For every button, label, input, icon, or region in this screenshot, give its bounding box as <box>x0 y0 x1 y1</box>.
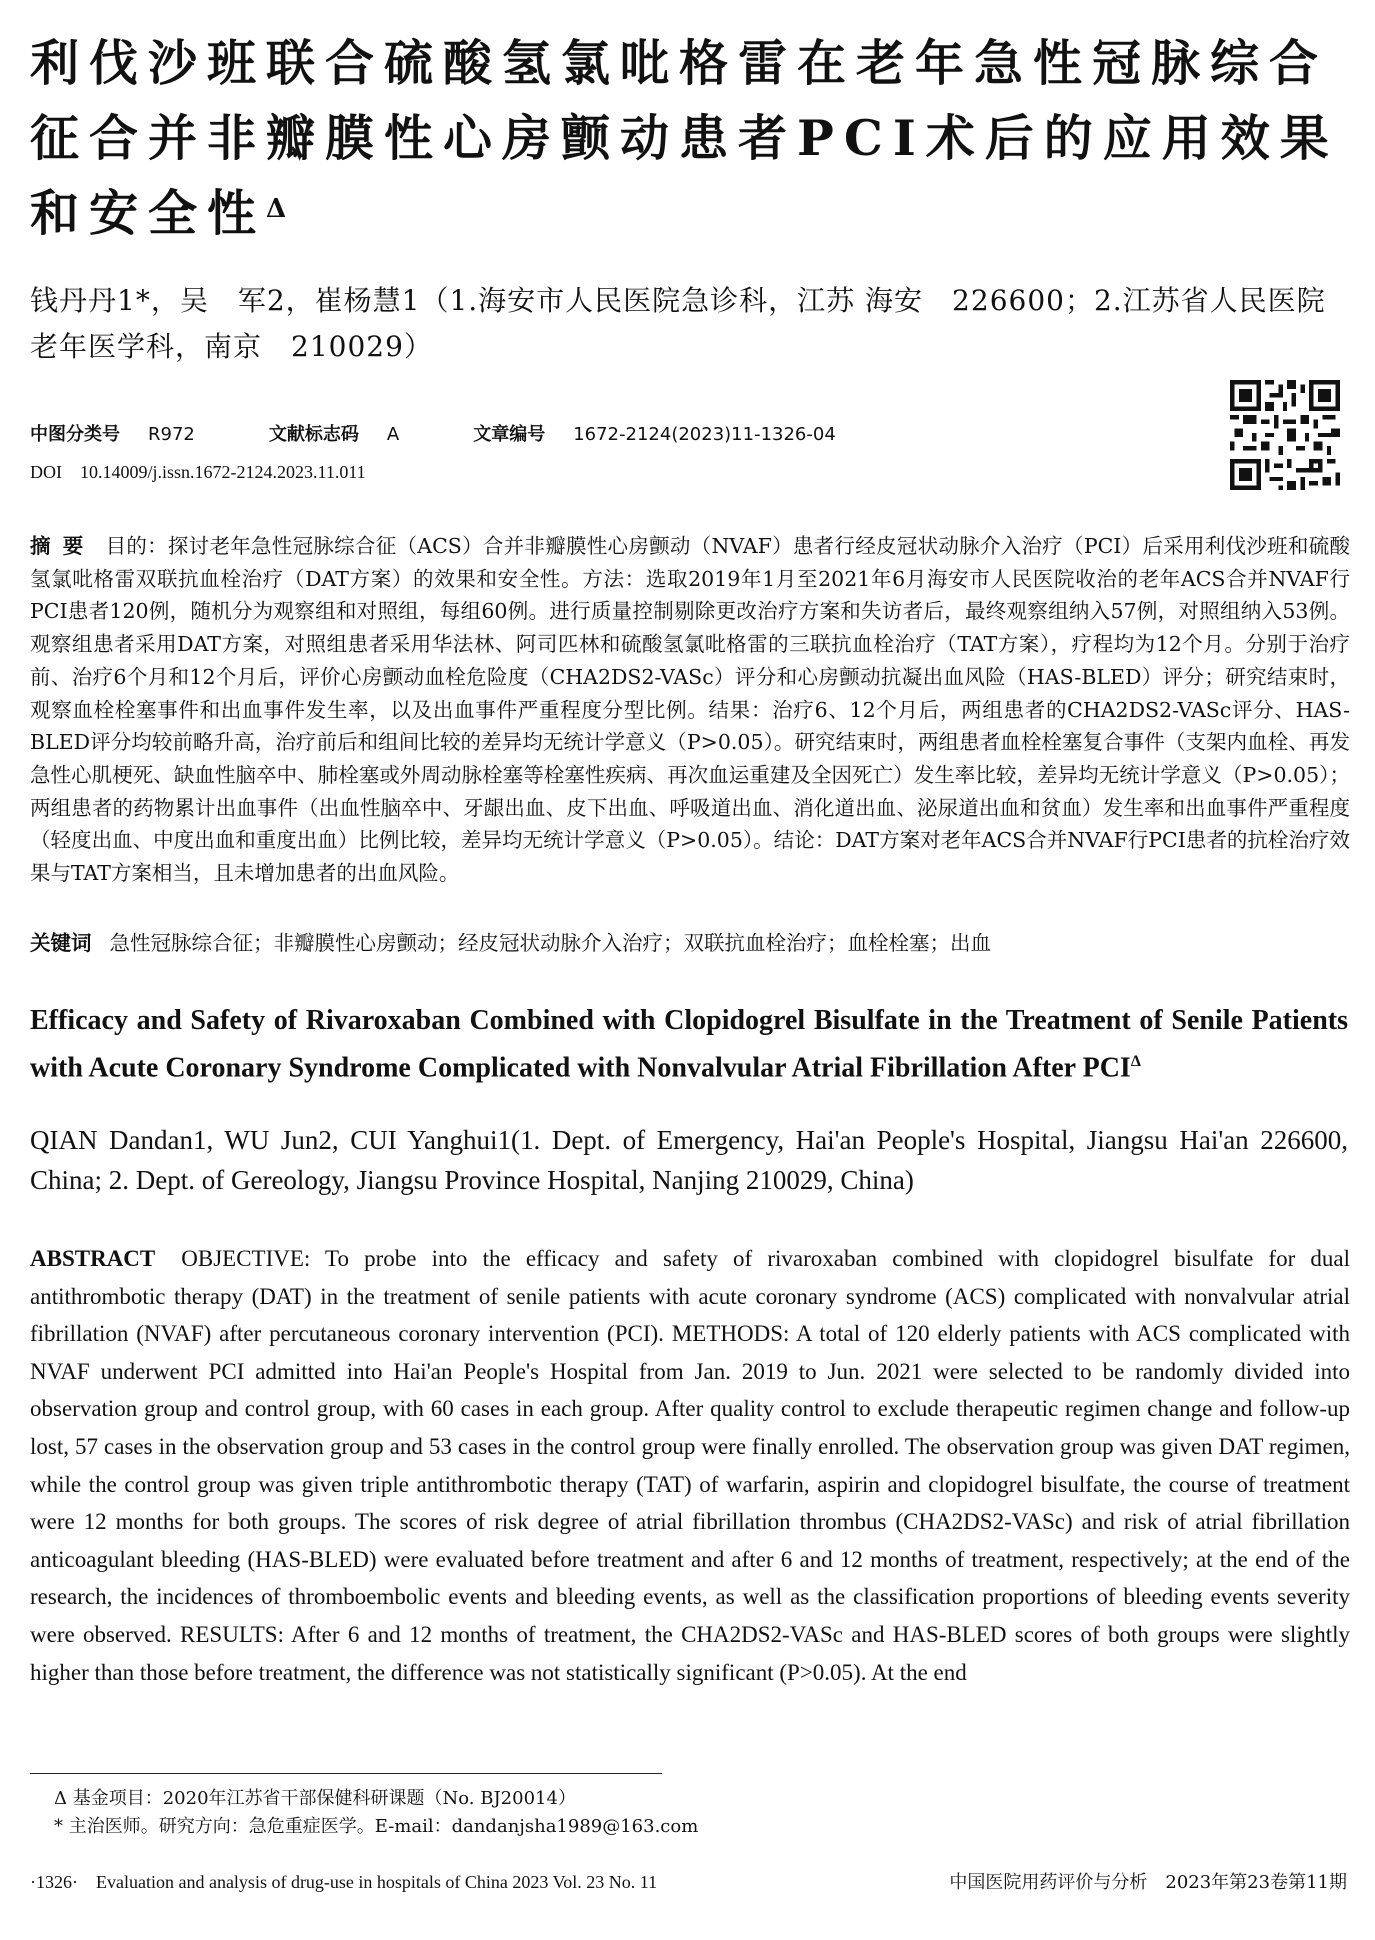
corresponding-footnote: * 主治医师。研究方向：急危重症医学。E-mail：dandanjsha1989@163.com <box>54 1816 699 1837</box>
abstract-text: 目的：探讨老年急性冠脉综合征（ACS）合并非瓣膜性心房颤动（NVAF）患者行经皮冠状动脉介入治疗（PCI）后采用利伐沙班和硫酸氢氯吡格雷双联抗血栓治疗（DAT方案）的效果和安全性。方法：选取2019年1月至2021年6月海安市人民医院收治的老年ACS合并NVAF行PCI患者120例，随机分为观察组和对照组，每组60例。进行质量控制剔除更改治疗方案和失访者后，最终观察组纳入57例，对照组纳入53例。观察组患者采用DAT方案，对照组患者采用华法林、阿司匹林和硫酸氢氯吡格雷的三联抗血栓治疗（TAT方案），疗程均为12个月。分别于治疗前、治疗6个月和12个月后，评价心房颤动血栓危险度（CHA2DS2-VASc）评分和心房颤动抗凝出血风险（HAS-BLED）评分；研究结束时，观察血栓栓塞事件和出血事件发生率，以及出血事件严重程度分型比例。结果：治疗6、12个月后，两组患者的CHA2DS2-VASc评分、HAS-BLED评分均较前略升高，治疗前后和组间比较的差异均无统计学意义（P>0.05）。研究结束时，两组患者血栓栓塞复合事件（支架内血栓、再发急性心肌梗死、缺血性脑卒中、肺栓塞或外周动脉栓塞等栓塞性疾病、再次血运重建及全因死亡）发生率比较，差异均无统计学意义（P>0.05）；两组患者的药物累计出血事件（出血性脑卒中、牙龈出血、皮下出血、呼吸道出血、消化道出血、泌尿道出血和贫血）发生率和出血事件严重程度（轻度出血、中度出血和重度出血）比例比较，差异均无统计学意义（P>0.05）。结论：DAT方案对老年ACS合并NVAF行PCI患者的抗栓治疗效果与TAT方案相当，且未增加患者的出血风险。 <box>30 534 1350 886</box>
article-number-value: 1672-2124(2023)11-1326-04 <box>573 424 836 445</box>
article-number-label: 文章编号 <box>473 424 546 445</box>
abstract-label: 摘要 <box>30 534 96 558</box>
footnote-divider <box>30 1773 662 1774</box>
doc-code-value: A <box>386 424 400 445</box>
abstract-en-text: OBJECTIVE: To probe into the efficacy and safety of rivaroxaban combined with clopidogrel bisulfate for dual antithrombotic therapy (DAT) in the treatment of senile patients with acute coronary syndrome (ACS) complicated with nonvalvular atrial fibrillation (NVAF) after percutaneous coronary intervention (PCI). METHODS: A total of 120 elderly patients with ACS complicated with NVAF underwent PCI admitted into Hai'an People's Hospital from Jan. 2019 to Jun. 2021 were selected to be randomly divided into observation group and control group, with 60 cases in each group. After quality control to exclude therapeutic regimen change and follow-up lost, 57 cases in the observation group and 53 cases in the control group were finally enrolled. The observation group was given DAT regimen, while the control group was given triple antithrombotic therapy (TAT) of warfarin, aspirin and clopidogrel bisulfate, the course of treatment were 12 months for both groups. The scores of risk degree of atrial fibrillation thrombus (CHA2DS2-VASc) and risk of atrial fibrillation anticoagulant bleeding (HAS-BLED) were evaluated before treatment and after 6 and 12 months of treatment, respectively; at the end of the research, the incidences of thromboembolic events and bleeding events, as well as the classification proportions of bleeding events severity were observed. RESULTS: After 6 and 12 months of treatment, the CHA2DS2-VASc and HAS-BLED scores of both groups were slightly higher than those before treatment, the difference was not statistically significant (P>0.05). At the end <box>30 1246 1350 1685</box>
funding-mark-en: Δ <box>1130 1053 1141 1070</box>
keywords-text: 急性冠脉综合征；非瓣膜性心房颤动；经皮冠状动脉介入治疗；双联抗血栓治疗；血栓栓塞；出血 <box>109 931 991 955</box>
chinese-keywords <box>30 926 1350 960</box>
english-title: Efficacy and Safety of Rivaroxaban Combined with Clopidogrel Bisulfate in the Treatment of Senile Patients with Acute Coronary Syndrome Complicated with Nonvalvular Atrial Fibrillation After $PCI^\Delta$ <box>30 1005 1348 1084</box>
classification-line <box>30 420 836 446</box>
chinese-authors: 钱丹丹1*，吴 军2，崔杨慧1（1.海安市人民医院急诊科，江苏 海安 226600；2.江苏省人民医院老年医学科，南京 210029） <box>30 284 1326 363</box>
funding-footnote: Δ 基金项目：2020年江苏省干部保健科研课题（No. BJ20014） <box>54 1788 576 1809</box>
clc-label: 中图分类号 <box>30 424 120 445</box>
english-abstract <box>30 1240 1350 1691</box>
footer-journal-cn: 中国医院用药评价与分析 2023年第23卷第11期 <box>949 1872 1347 1893</box>
footer-journal-en: ·1326· Evaluation and analysis of drug-use in hospitals of China 2023 Vol. 23 No. 11 <box>30 1872 658 1892</box>
chinese-title: 利伐沙班联合硫酸氢氯吡格雷在老年急性冠脉综合征合并非瓣膜性心房颤动患者PCI术后的应用效果和安全性$^\Delta$ <box>30 34 1339 242</box>
abstract-en-label: ABSTRACT <box>30 1246 156 1271</box>
doc-code-label: 文献标志码 <box>268 424 359 445</box>
chinese-abstract <box>30 530 1350 890</box>
keywords-label: 关键词 <box>30 931 92 955</box>
qr-code-icon[interactable] <box>1230 380 1340 490</box>
funding-mark: Δ <box>266 194 287 224</box>
english-authors: QIAN Dandan1, WU Jun2, CUI Yanghui1(1. Dept. of Emergency, Hai'an People's Hospital, Jiangsu Hai'an 226600, China; 2. Dept. of Gereology, Jiangsu Province Hospital, Nanjing 210029, China) <box>30 1125 1348 1195</box>
doi[interactable]: DOI 10.14009/j.issn.1672-2124.2023.11.011 <box>30 462 366 482</box>
clc-value: R972 <box>148 424 195 445</box>
